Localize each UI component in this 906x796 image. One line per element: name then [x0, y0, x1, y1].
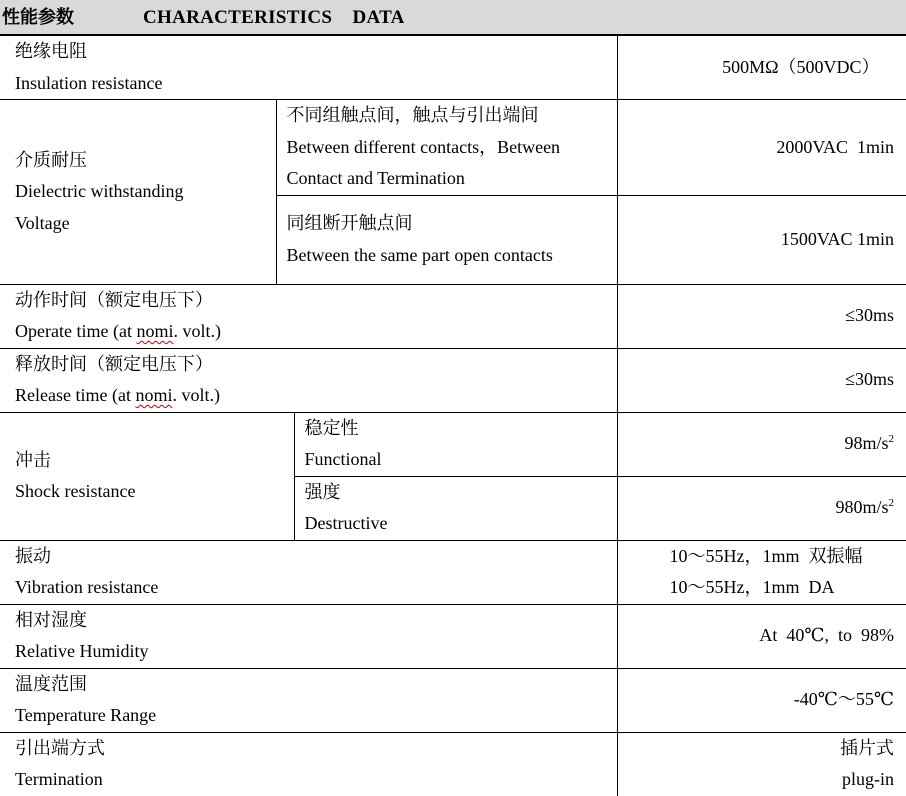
dielectric-sub2-value: 1500VAC 1min	[617, 195, 906, 284]
shock-sub2-value-text: 980m/s	[835, 497, 889, 518]
operate-label-en-b: nomi	[136, 321, 174, 341]
insulation-value: 500MΩ（500VDC）	[617, 36, 906, 100]
dielectric-sub2-cn: 同组断开触点间	[286, 213, 413, 233]
shock-sub2-value	[617, 476, 906, 540]
shock-label-cn: 冲击	[15, 449, 51, 470]
row-release-time	[0, 348, 906, 412]
dielectric-label-en1: Dielectric withstanding	[15, 181, 184, 201]
release-label-cn: 释放时间（额定电压下）	[15, 353, 213, 374]
operate-label-en-a: Operate time (at	[15, 321, 137, 341]
operate-label-en	[15, 316, 617, 348]
row-temperature	[0, 668, 906, 732]
shock-sub1-value-sup: 2	[888, 433, 895, 446]
vibration-label-en: Vibration resistance	[15, 577, 159, 597]
insulation-label	[0, 36, 617, 100]
termination-value-cn: 插片式	[840, 737, 895, 758]
insulation-label-en: Insulation resistance	[15, 72, 163, 93]
operate-value: ≤30ms	[617, 284, 906, 348]
dielectric-label-cn: 介质耐压	[15, 149, 87, 170]
release-label-en-c: . volt.)	[172, 385, 220, 405]
operate-label-cn: 动作时间（额定电压下）	[15, 289, 213, 310]
humidity-label	[0, 604, 617, 668]
vibration-label	[0, 540, 617, 604]
temperature-label-en: Temperature Range	[15, 705, 157, 725]
row-operate-time	[0, 284, 906, 348]
row-shock-1	[0, 412, 906, 476]
termination-value-en: plug-in	[842, 769, 895, 789]
release-label	[0, 348, 617, 412]
dielectric-sub1-en1: Between different contacts，Between	[286, 136, 561, 157]
shock-sub1-value	[617, 412, 906, 476]
release-label-en	[15, 380, 617, 412]
operate-label-en-c: . volt.)	[173, 321, 221, 341]
temperature-value: -40℃～55℃	[617, 668, 906, 732]
temperature-label	[0, 668, 617, 732]
shock-sub2-cn: 强度	[304, 481, 341, 502]
shock-sub2-value-sup: 2	[888, 497, 895, 510]
termination-label-cn: 引出端方式	[15, 737, 105, 758]
dielectric-sub1-label	[276, 100, 617, 196]
row-dielectric-1	[0, 100, 906, 196]
vibration-label-cn: 振动	[15, 545, 51, 566]
release-label-en-b: nomi	[135, 385, 173, 405]
shock-sub1-cn: 稳定性	[304, 417, 359, 438]
dielectric-sub2-en: Between the same part open contacts	[286, 244, 553, 265]
termination-value	[617, 732, 906, 796]
dielectric-sub2-label	[276, 195, 617, 284]
humidity-label-cn: 相对湿度	[15, 609, 87, 630]
row-insulation	[0, 36, 906, 100]
dielectric-sub1-value: 2000VAC 1min	[617, 100, 906, 196]
vibration-value	[617, 540, 906, 604]
shock-sub2-en: Destructive	[304, 513, 388, 533]
header-title-cn: 性能参数	[2, 7, 74, 28]
shock-label-en: Shock resistance	[15, 481, 136, 501]
vibration-value-en: 10～55Hz，1mm DA	[669, 577, 835, 597]
row-vibration	[0, 540, 906, 604]
temperature-label-cn: 温度范围	[15, 673, 87, 694]
dielectric-sub1-cn: 不同组触点间，触点与引出端间	[286, 105, 539, 125]
shock-sub1-label	[294, 412, 617, 476]
dielectric-sub1-en2: Contact and Termination	[286, 168, 465, 188]
vibration-value-cn: 10～55Hz，1mm 双振幅	[669, 545, 863, 566]
humidity-value: At 40℃, to 98%	[617, 604, 906, 668]
dielectric-label	[0, 100, 276, 285]
table-header-bar	[0, 0, 906, 35]
row-humidity	[0, 604, 906, 668]
termination-label-en: Termination	[15, 769, 103, 789]
row-termination	[0, 732, 906, 796]
humidity-label-en: Relative Humidity	[15, 641, 149, 661]
termination-label	[0, 732, 617, 796]
dielectric-label-en2: Voltage	[15, 212, 70, 233]
release-value: ≤30ms	[617, 348, 906, 412]
header-title-en: CHARACTERISTICS DATA	[143, 7, 405, 28]
shock-sub2-label	[294, 476, 617, 540]
insulation-label-cn: 绝缘电阻	[15, 41, 87, 61]
characteristics-table	[0, 35, 906, 796]
shock-sub1-value-text: 98m/s	[844, 433, 889, 454]
shock-label	[0, 412, 294, 540]
operate-label	[0, 284, 617, 348]
release-label-en-a: Release time (at	[15, 385, 136, 405]
shock-sub1-en: Functional	[304, 449, 382, 469]
